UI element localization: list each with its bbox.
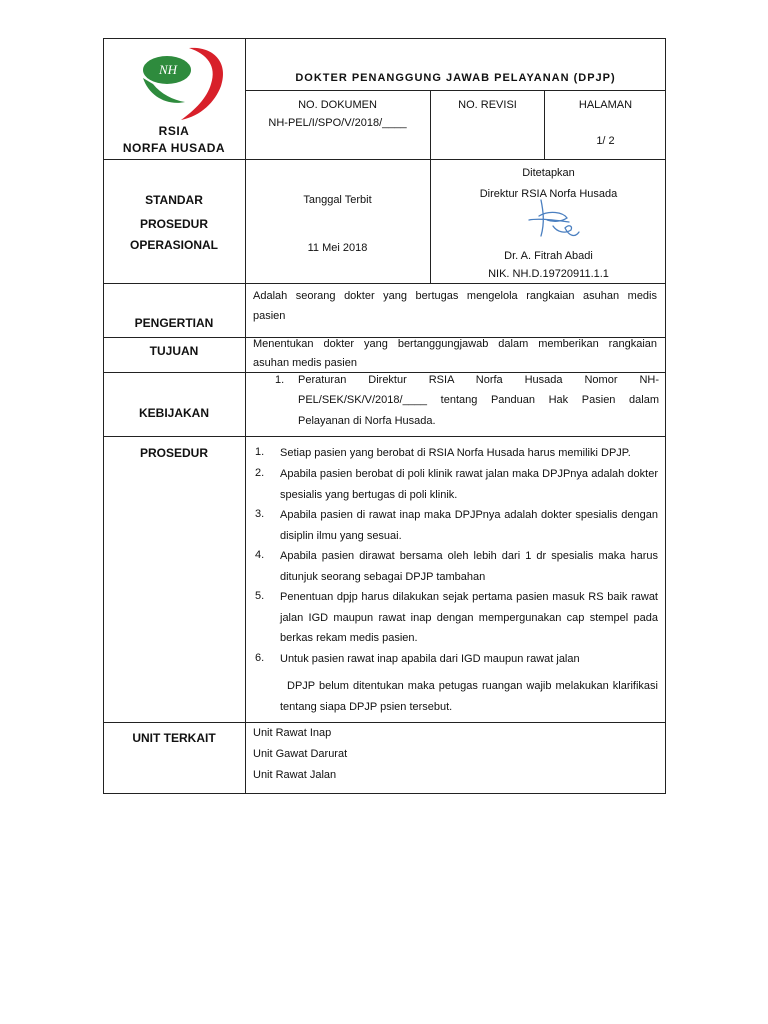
prosedur-bottom-divider bbox=[103, 722, 666, 723]
issued-label: Tanggal Terbit bbox=[303, 194, 372, 206]
prosedur-item-number: 6. bbox=[255, 652, 265, 664]
sop-label-line1: STANDAR bbox=[145, 193, 203, 207]
kebijakan-line2: PEL/SEK/SK/V/2018/____ tentang Panduan Hak Pasien dalam bbox=[298, 394, 659, 406]
sop-document bbox=[103, 38, 666, 794]
prosedur-item-text: Penentuan dpjp harus dilakukan sejak pertama pasien masuk RS baik rawat jalan IGD maupun rawat inap dengan mempergunakan cap stempel pada berkas rekam medis pasien. bbox=[280, 591, 658, 644]
prosedur-item-text: Apabila pasien dirawat bersama oleh lebih dari 1 dr spesialis maka harus ditunjuk seorang sebagai DPJP tambahan bbox=[280, 550, 658, 583]
kebijakan-label: KEBIJAKAN bbox=[138, 406, 209, 420]
unit-item: Unit Gawat Darurat bbox=[253, 748, 348, 760]
header-bottom-divider bbox=[103, 159, 666, 160]
prosedur-item-text: Untuk pasien rawat inap apabila dari IGD maupun rawat jalan bbox=[280, 653, 580, 665]
prosedur-item-number: 3. bbox=[255, 508, 265, 520]
page-label: HALAMAN bbox=[578, 99, 633, 111]
kebijakan-line1: Peraturan Direktur RSIA Norfa Husada Nomor NH- bbox=[298, 374, 659, 386]
label-column-divider bbox=[245, 38, 246, 794]
page-value: 1/ 2 bbox=[596, 135, 615, 147]
signer-name: Dr. A. Fitrah Abadi bbox=[504, 250, 593, 262]
prosedur-item-text: Setiap pasien yang berobat di RSIA Norfa Husada harus memiliki DPJP. bbox=[280, 447, 631, 459]
pengertian-label: PENGERTIAN bbox=[134, 316, 214, 330]
approved-by-title: Direktur RSIA Norfa Husada bbox=[479, 188, 618, 200]
prosedur-item-number: 5. bbox=[255, 590, 265, 602]
frame-bottom bbox=[103, 793, 666, 794]
prosedur-item-number: 4. bbox=[255, 549, 265, 561]
document-title: DOKTER PENANGGUNG JAWAB PELAYANAN (DPJP) bbox=[295, 72, 616, 84]
approved-label: Ditetapkan bbox=[522, 167, 575, 179]
signer-nik: NIK. NH.D.19720911.1.1 bbox=[488, 268, 609, 280]
revision-label: NO. REVISI bbox=[458, 99, 517, 111]
signature-image bbox=[511, 196, 581, 242]
hospital-name-line1: RSIA bbox=[158, 124, 190, 138]
prosedur-label: PROSEDUR bbox=[139, 446, 208, 460]
doc-number-label: NO. DOKUMEN bbox=[298, 99, 377, 111]
unit-item: Unit Rawat Jalan bbox=[253, 769, 337, 781]
issued-date: 11 Mei 2018 bbox=[307, 242, 368, 254]
title-divider bbox=[245, 90, 666, 91]
kebijakan-item-number: 1. bbox=[275, 374, 285, 386]
pengertian-line1: Adalah seorang dokter yang bertugas mengelola rangkaian asuhan medis bbox=[253, 290, 657, 302]
sop-label-line3: OPERASIONAL bbox=[129, 238, 218, 252]
sop-bottom-divider bbox=[103, 283, 666, 284]
pengertian-line2: pasien bbox=[253, 310, 286, 322]
prosedur-item-number: 2. bbox=[255, 467, 265, 479]
unit-item: Unit Rawat Inap bbox=[253, 727, 332, 739]
tujuan-line1: Menentukan dokter yang bertanggungjawab dalam memberikan rangkaian bbox=[253, 338, 657, 350]
prosedur-item-text: Apabila pasien berobat di poli klinik rawat jalan maka DPJPnya adalah dokter spesialis yang bertugas di poli klinik. bbox=[280, 468, 658, 501]
unit-terkait-label: UNIT TERKAIT bbox=[132, 731, 216, 745]
doc-number-value: NH-PEL/I/SPO/V/2018/____ bbox=[268, 117, 407, 129]
frame-top bbox=[103, 38, 666, 39]
prosedur-item-text: Apabila pasien di rawat inap maka DPJPnya adalah dokter spesialis dengan disiplin ilmu yang sesuai. bbox=[280, 509, 658, 542]
tujuan-label: TUJUAN bbox=[149, 344, 199, 358]
prosedur-item-number: 1. bbox=[255, 446, 265, 458]
svg-text:NH: NH bbox=[159, 62, 178, 77]
tujuan-line2: asuhan medis pasien bbox=[253, 357, 357, 369]
hospital-logo bbox=[133, 44, 229, 122]
sop-label-line2: PROSEDUR bbox=[139, 217, 208, 231]
kebijakan-line3: Pelayanan di Norfa Husada. bbox=[298, 415, 436, 427]
prosedur-continuation: DPJP belum ditentukan maka petugas ruangan wajib melakukan klarifikasi tentang siapa DPJP psien tersebut. bbox=[280, 680, 658, 713]
kebijakan-bottom-divider bbox=[103, 436, 666, 437]
frame-right bbox=[665, 38, 666, 794]
hospital-name-line2: NORFA HUSADA bbox=[122, 141, 226, 155]
